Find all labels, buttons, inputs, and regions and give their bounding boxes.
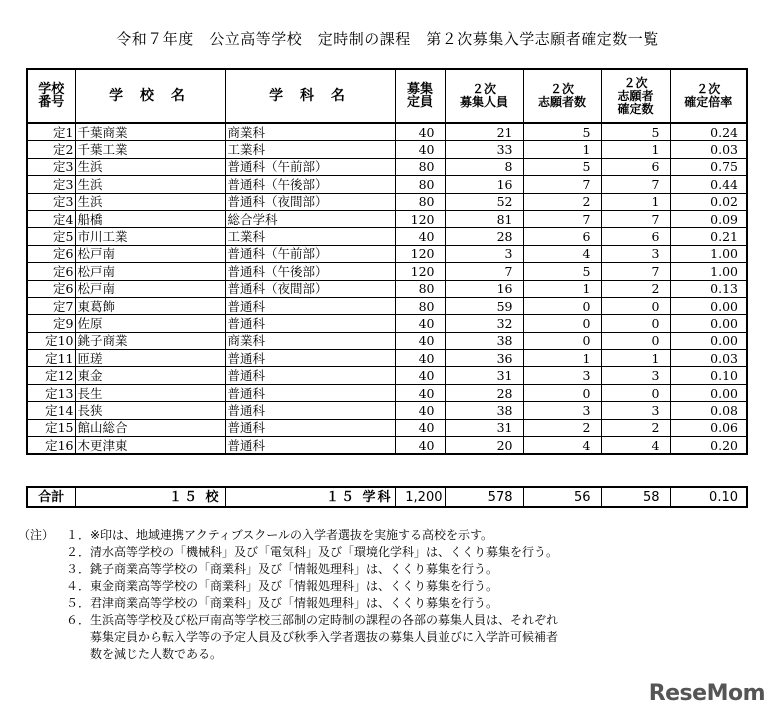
confirmed-cell: 1	[601, 350, 670, 367]
confirmed-cell: 3	[601, 402, 670, 419]
totals-recruit: 578	[445, 487, 523, 507]
note-text: 銚子商業高等学校の「商業科」及び「情報処理科」は、くくり募集を行う。	[90, 562, 499, 576]
school-name: 千葉工業	[75, 141, 225, 158]
totals-ratio: 0.10	[670, 487, 747, 507]
confirmed-cell: 1	[601, 193, 670, 210]
applicants-cell: 4	[523, 437, 601, 455]
header-school: 学 校 名	[75, 69, 225, 123]
confirmed-cell: 5	[601, 123, 670, 141]
note-item	[66, 595, 766, 612]
applicants-cell: 5	[523, 158, 601, 175]
recruit-cell: 36	[445, 350, 523, 367]
department-name: 普通科	[225, 350, 395, 367]
totals-row	[27, 487, 747, 507]
department-name: 商業科	[225, 332, 395, 349]
ratio-cell: 0.24	[670, 123, 747, 141]
note-text: 東金商業高等学校の「商業科」及び「情報処理科」は、くくり募集を行う。	[90, 579, 499, 593]
school-code: 定4	[27, 210, 75, 227]
ratio-cell: 0.02	[670, 193, 747, 210]
applicants-cell: 5	[523, 123, 601, 141]
confirmed-cell: 1	[601, 141, 670, 158]
recruit-cell: 28	[445, 228, 523, 245]
school-name: 松戸南	[75, 263, 225, 280]
table-row	[27, 158, 747, 175]
recruit-cell: 7	[445, 263, 523, 280]
school-code: 定2	[27, 141, 75, 158]
confirmed-cell: 3	[601, 367, 670, 384]
confirmed-cell: 0	[601, 384, 670, 401]
table-row	[27, 280, 747, 297]
confirmed-cell: 0	[601, 297, 670, 314]
table-row	[27, 419, 747, 436]
table-row	[27, 437, 747, 455]
recruit-cell: 59	[445, 297, 523, 314]
confirmed-cell: 0	[601, 332, 670, 349]
department-name: 普通科	[225, 315, 395, 332]
school-name: 生浜	[75, 176, 225, 193]
note-number: ６．	[66, 613, 91, 627]
applicants-cell: 1	[523, 350, 601, 367]
department-name: 普通科（夜間部）	[225, 280, 395, 297]
ratio-cell: 0.00	[670, 297, 747, 314]
note-text: ※印は、地域連携アクティブスクールの入学者選抜を実施する高校を示す。	[90, 528, 494, 542]
school-name: 千葉商業	[75, 123, 225, 141]
confirmed-cell: 6	[601, 158, 670, 175]
header-code: 学校 番号	[27, 69, 75, 123]
notes-label: （注）	[18, 528, 55, 542]
applicants-cell: 2	[523, 193, 601, 210]
page-title: 令和７年度 公立高等学校 定時制の課程 第２次募集入学志願者確定数一覧	[116, 30, 659, 48]
note-number: ２．	[66, 545, 91, 559]
recruit-cell: 3	[445, 245, 523, 262]
confirmed-cell: 2	[601, 280, 670, 297]
ratio-cell: 0.10	[670, 367, 747, 384]
school-name: 松戸南	[75, 280, 225, 297]
ratio-cell: 0.00	[670, 384, 747, 401]
department-name: 工業科	[225, 141, 395, 158]
capacity-cell: 40	[395, 350, 445, 367]
department-name: 商業科	[225, 123, 395, 141]
applicants-cell: 2	[523, 419, 601, 436]
ratio-cell: 0.06	[670, 419, 747, 436]
recruit-cell: 81	[445, 210, 523, 227]
department-name: 普通科（午前部）	[225, 158, 395, 175]
table-row	[27, 123, 747, 141]
applicants-cell: 0	[523, 297, 601, 314]
ratio-cell: 0.75	[670, 158, 747, 175]
recruit-cell: 32	[445, 315, 523, 332]
notes-list	[66, 527, 766, 663]
applicants-cell: 4	[523, 245, 601, 262]
school-name: 匝瑳	[75, 350, 225, 367]
school-name: 生浜	[75, 193, 225, 210]
confirmed-cell: 7	[601, 263, 670, 280]
school-name: 長生	[75, 384, 225, 401]
confirmed-cell: 7	[601, 210, 670, 227]
ratio-cell: 0.20	[670, 437, 747, 455]
applicants-table	[26, 68, 748, 455]
capacity-cell: 80	[395, 297, 445, 314]
note-text: 君津商業高等学校の「商業科」及び「情報処理科」は、くくり募集を行う。	[90, 596, 499, 610]
capacity-cell: 80	[395, 193, 445, 210]
table-row	[27, 332, 747, 349]
header-dept: 学 科 名	[225, 69, 395, 123]
applicants-cell: 7	[523, 210, 601, 227]
ratio-cell: 0.00	[670, 315, 747, 332]
school-code: 定16	[27, 437, 75, 455]
capacity-cell: 40	[395, 437, 445, 455]
note-item	[66, 527, 766, 544]
table-row	[27, 315, 747, 332]
school-name: 佐原	[75, 315, 225, 332]
capacity-cell: 40	[395, 402, 445, 419]
recruit-cell: 16	[445, 176, 523, 193]
header-recruit: ２次 募集人員	[445, 69, 523, 123]
school-code: 定3	[27, 176, 75, 193]
confirmed-cell: 0	[601, 315, 670, 332]
school-name: 東金	[75, 367, 225, 384]
recruit-cell: 21	[445, 123, 523, 141]
school-name: 松戸南	[75, 245, 225, 262]
confirmed-cell: 2	[601, 419, 670, 436]
note-number: ５．	[66, 596, 91, 610]
totals-schools: １５ 校	[75, 487, 225, 507]
capacity-cell: 40	[395, 384, 445, 401]
applicants-cell: 0	[523, 384, 601, 401]
recruit-cell: 16	[445, 280, 523, 297]
table-row	[27, 263, 747, 280]
school-code: 定12	[27, 367, 75, 384]
ratio-cell: 1.00	[670, 263, 747, 280]
ratio-cell: 1.00	[670, 245, 747, 262]
school-code: 定6	[27, 245, 75, 262]
applicants-cell: 7	[523, 176, 601, 193]
totals-label: 合計	[27, 487, 75, 507]
school-name: 船橋	[75, 210, 225, 227]
note-item	[66, 561, 766, 578]
school-name: 東葛飾	[75, 297, 225, 314]
recruit-cell: 33	[445, 141, 523, 158]
capacity-cell: 120	[395, 245, 445, 262]
resemom-logo: ReseMom	[648, 681, 765, 706]
recruit-cell: 38	[445, 402, 523, 419]
applicants-cell: 6	[523, 228, 601, 245]
recruit-cell: 31	[445, 419, 523, 436]
department-name: 普通科	[225, 384, 395, 401]
note-item	[66, 544, 766, 561]
table-row	[27, 245, 747, 262]
capacity-cell: 80	[395, 280, 445, 297]
ratio-cell: 0.21	[670, 228, 747, 245]
school-name: 生浜	[75, 158, 225, 175]
school-code: 定9	[27, 315, 75, 332]
department-name: 総合学科	[225, 210, 395, 227]
table-row	[27, 297, 747, 314]
department-name: 普通科	[225, 367, 395, 384]
department-name: 普通科	[225, 419, 395, 436]
header-capacity: 募集 定員	[395, 69, 445, 123]
school-code: 定6	[27, 263, 75, 280]
department-name: 普通科	[225, 437, 395, 455]
school-code: 定6	[27, 280, 75, 297]
school-name: 長狭	[75, 402, 225, 419]
note-number: １．	[66, 528, 91, 542]
school-code: 定1	[27, 123, 75, 141]
school-code: 定3	[27, 193, 75, 210]
applicants-cell: 5	[523, 263, 601, 280]
ratio-cell: 0.00	[670, 332, 747, 349]
ratio-cell: 0.44	[670, 176, 747, 193]
table-row	[27, 193, 747, 210]
department-name: 普通科	[225, 402, 395, 419]
school-code: 定7	[27, 297, 75, 314]
school-code: 定14	[27, 402, 75, 419]
applicants-cell: 0	[523, 332, 601, 349]
confirmed-cell: 3	[601, 245, 670, 262]
capacity-cell: 40	[395, 367, 445, 384]
capacity-cell: 40	[395, 315, 445, 332]
department-name: 普通科（午前部）	[225, 245, 395, 262]
table-row	[27, 228, 747, 245]
table-header	[27, 69, 747, 123]
school-name: 木更津東	[75, 437, 225, 455]
recruit-cell: 31	[445, 367, 523, 384]
school-name: 銚子商業	[75, 332, 225, 349]
note-item	[66, 578, 766, 595]
department-name: 普通科（夜間部）	[225, 193, 395, 210]
table-row	[27, 141, 747, 158]
recruit-cell: 8	[445, 158, 523, 175]
table-body	[27, 123, 747, 454]
capacity-cell: 40	[395, 332, 445, 349]
recruit-cell: 28	[445, 384, 523, 401]
school-code: 定5	[27, 228, 75, 245]
capacity-cell: 120	[395, 210, 445, 227]
note-text: 生浜高等学校及び松戸南高等学校三部制の定時制の課程の各部の募集人員は、それぞれ 募集定員から転入学等の予定人員及び秋季入学者選抜の募集人員並びに入学許可候補者 数を減じた人数である。	[90, 613, 559, 661]
capacity-cell: 40	[395, 419, 445, 436]
recruit-cell: 52	[445, 193, 523, 210]
totals-depts: １５ 学科	[225, 487, 395, 507]
applicants-cell: 0	[523, 315, 601, 332]
applicants-cell: 1	[523, 280, 601, 297]
confirmed-cell: 6	[601, 228, 670, 245]
ratio-cell: 0.03	[670, 141, 747, 158]
applicants-cell: 3	[523, 367, 601, 384]
department-name: 普通科（午後部）	[225, 263, 395, 280]
header-ratio: ２次 確定倍率	[670, 69, 747, 123]
table-row	[27, 176, 747, 193]
applicants-cell: 3	[523, 402, 601, 419]
capacity-cell: 40	[395, 228, 445, 245]
ratio-cell: 0.09	[670, 210, 747, 227]
department-name: 普通科	[225, 297, 395, 314]
department-name: 普通科（午後部）	[225, 176, 395, 193]
school-name: 館山総合	[75, 419, 225, 436]
header-applicants: ２次 志願者数	[523, 69, 601, 123]
capacity-cell: 40	[395, 123, 445, 141]
totals-capacity: 1,200	[395, 487, 445, 507]
school-code: 定10	[27, 332, 75, 349]
totals-confirmed: 58	[601, 487, 670, 507]
note-item	[66, 612, 766, 663]
school-name: 市川工業	[75, 228, 225, 245]
confirmed-cell: 7	[601, 176, 670, 193]
ratio-cell: 0.13	[670, 280, 747, 297]
recruit-cell: 20	[445, 437, 523, 455]
department-name: 工業科	[225, 228, 395, 245]
school-code: 定3	[27, 158, 75, 175]
school-code: 定15	[27, 419, 75, 436]
note-number: ３．	[66, 562, 91, 576]
capacity-cell: 40	[395, 141, 445, 158]
ratio-cell: 0.08	[670, 402, 747, 419]
totals-applicants: 56	[523, 487, 601, 507]
table-row	[27, 210, 747, 227]
table-row	[27, 367, 747, 384]
totals-table	[26, 486, 748, 508]
table-row	[27, 384, 747, 401]
table-row	[27, 350, 747, 367]
recruit-cell: 38	[445, 332, 523, 349]
ratio-cell: 0.03	[670, 350, 747, 367]
school-code: 定11	[27, 350, 75, 367]
capacity-cell: 80	[395, 158, 445, 175]
confirmed-cell: 4	[601, 437, 670, 455]
note-number: ４．	[66, 579, 91, 593]
note-text: 清水高等学校の「機械科」及び「電気科」及び「環境化学科」は、くくり募集を行う。	[90, 545, 559, 559]
table-row	[27, 402, 747, 419]
header-confirmed: ２次 志願者 確定数	[601, 69, 670, 123]
applicants-cell: 1	[523, 141, 601, 158]
capacity-cell: 80	[395, 176, 445, 193]
capacity-cell: 120	[395, 263, 445, 280]
school-code: 定13	[27, 384, 75, 401]
